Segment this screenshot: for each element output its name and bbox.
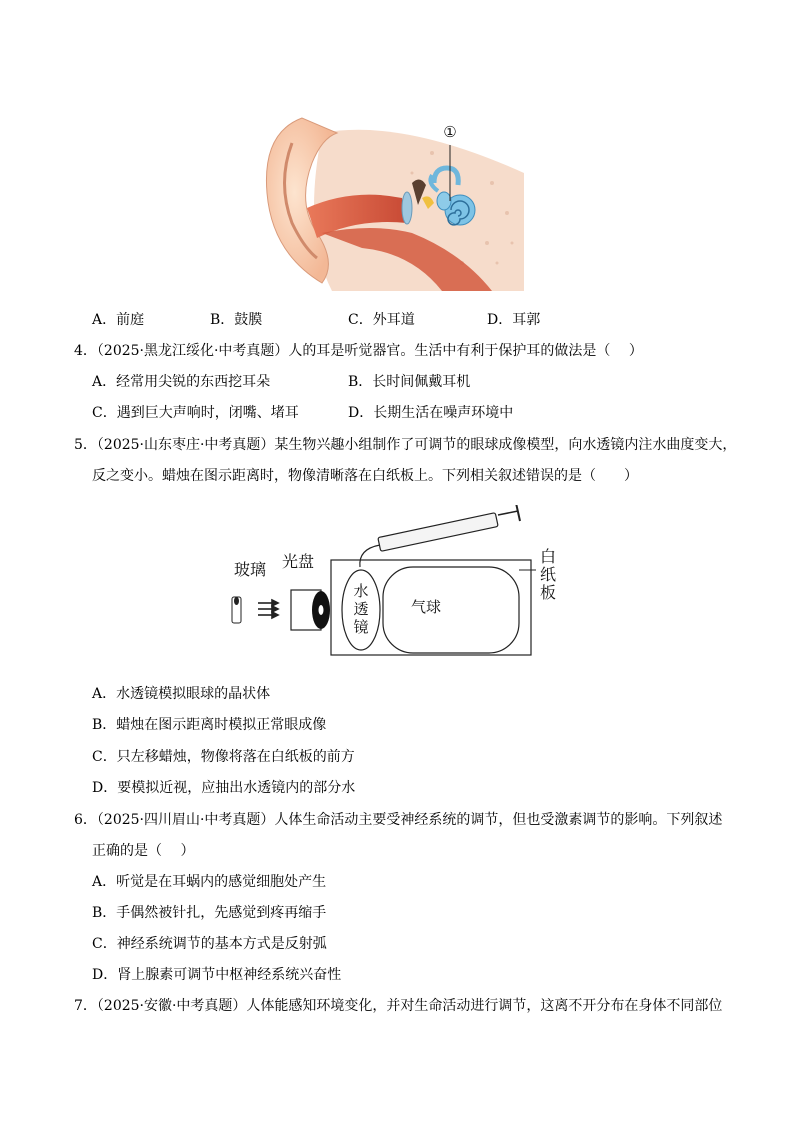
label-balloon: 气球 (411, 598, 442, 616)
balloon-shape (383, 567, 519, 653)
q5-option-c[interactable]: C．只左移蜡烛，物像将落在白纸板的前方 (92, 749, 355, 765)
q4-stem: 4．（2025·黑龙江绥化·中考真题）人的耳是听觉器官。生活中有利于保护耳的做法是（ ） (74, 343, 643, 359)
q5-option-b[interactable]: B．蜡烛在图示距离时模拟正常眼成像 (92, 717, 327, 733)
q6-stem-line1: 6．（2025·四川眉山·中考真题）人体生命活动主要受神经系统的调节，但也受激素调节的影响。下列叙述 (74, 812, 723, 828)
label-white-board-2: 纸 (540, 565, 557, 584)
light-arrows-icon (258, 600, 278, 618)
q6-option-a[interactable]: A．听觉是在耳蜗内的感觉细胞处产生 (92, 874, 327, 890)
eye-model-figure (218, 505, 558, 665)
q6-stem-line2: 正确的是（ ） (92, 843, 195, 859)
q3-option-a[interactable]: A．前庭 (92, 312, 145, 328)
q4-option-c[interactable]: C．遇到巨大声响时，闭嘴、堵耳 (92, 405, 299, 421)
q5-option-d[interactable]: D．要模拟近视，应抽出水透镜内的部分水 (92, 780, 356, 796)
label-glass: 玻璃 (234, 560, 267, 579)
label-white-board-3: 板 (540, 583, 557, 602)
label-water-lens-3: 镜 (353, 618, 369, 636)
q3-option-d[interactable]: D．耳郭 (487, 312, 541, 328)
q3-option-c[interactable]: C．外耳道 (348, 312, 415, 328)
q5-option-a[interactable]: A．水透镜模拟眼球的晶状体 (92, 686, 271, 702)
syringe-icon (360, 505, 520, 567)
q5-stem-line1: 5．（2025·山东枣庄·中考真题）某生物兴趣小组制作了可调节的眼球成像模型，向水透镜内注水曲度变大， (74, 437, 737, 453)
q3-option-b[interactable]: B．鼓膜 (210, 312, 263, 328)
label-water-lens-1: 水 (353, 582, 369, 600)
q6-option-d[interactable]: D．肾上腺素可调节中枢神经系统兴奋性 (92, 967, 342, 983)
ear-anatomy-figure (262, 113, 524, 291)
label-water-lens-2: 透 (353, 600, 369, 618)
q5-stem-line2: 反之变小。蜡烛在图示距离时，物像清晰落在白纸板上。下列相关叙述错误的是（ ） (92, 468, 638, 484)
label-disc: 光盘 (282, 552, 315, 571)
q4-option-d[interactable]: D．长期生活在噪声环境中 (348, 405, 514, 421)
q4-option-b[interactable]: B．长时间佩戴耳机 (348, 374, 471, 390)
q7-stem-line1: 7．（2025·安徽·中考真题）人体能感知环境变化，并对生命活动进行调节，这离不开分布在身体不同部位 (74, 998, 723, 1014)
q6-option-c[interactable]: C．神经系统调节的基本方式是反射弧 (92, 936, 327, 952)
candle-icon (232, 597, 241, 623)
q4-option-a[interactable]: A．经常用尖锐的东西挖耳朵 (92, 374, 271, 390)
label-white-board-1: 白 (540, 547, 557, 566)
ear-figure-marker: ① (443, 123, 457, 141)
q6-option-b[interactable]: B．手偶然被针扎，先感觉到疼再缩手 (92, 905, 327, 921)
